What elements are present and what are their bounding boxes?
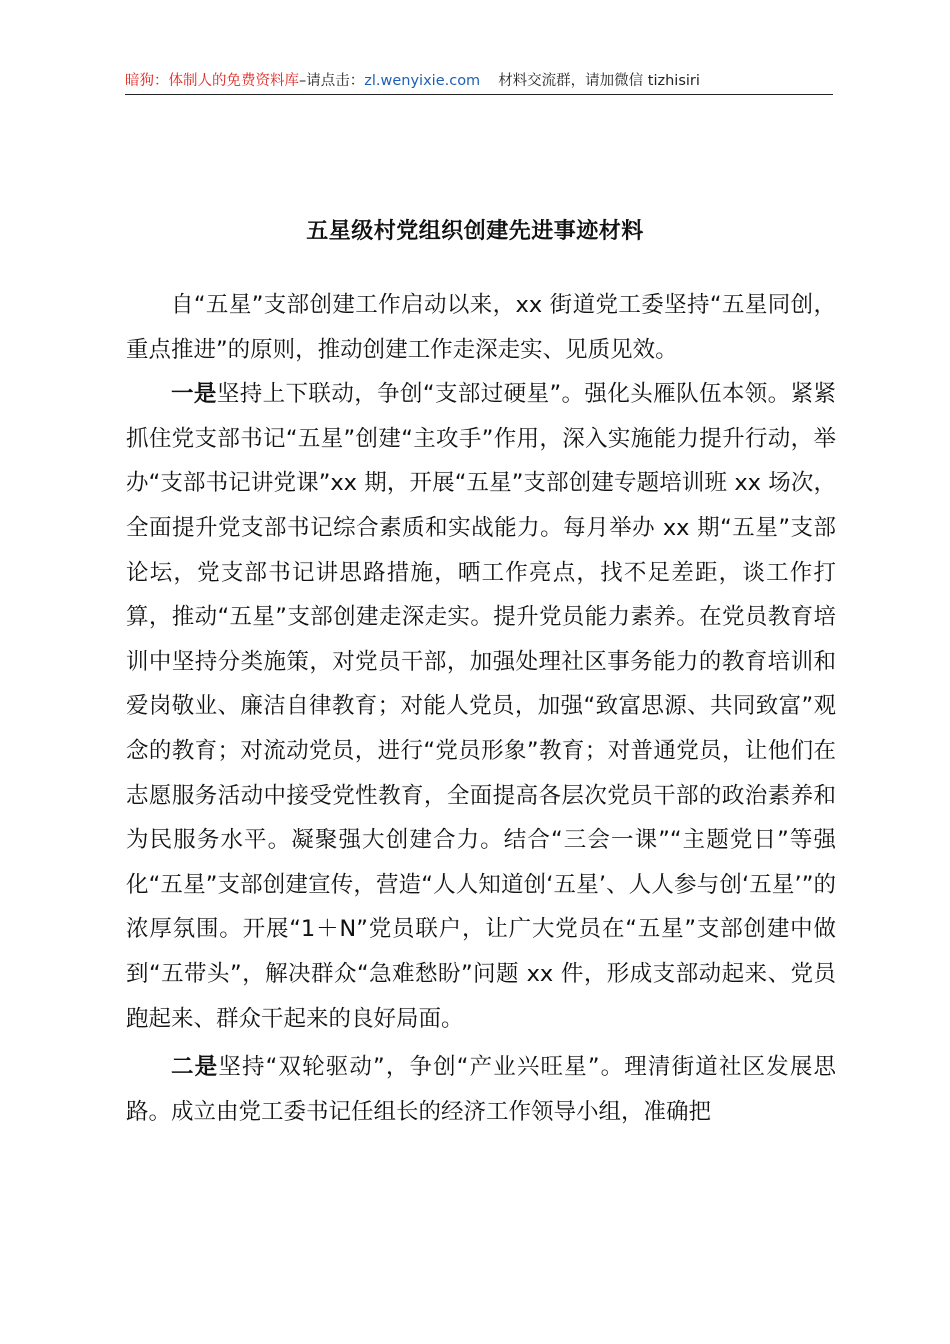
click-prompt: –请点击： — [299, 73, 365, 89]
section-two-paragraph — [126, 1045, 836, 1134]
section-one-paragraph — [126, 372, 836, 1041]
section-one-lead: 一是 — [171, 381, 217, 408]
site-label: 暗狗：体制人的免费资料库 — [125, 73, 299, 89]
section-two-text: 坚持“双轮驱动”，争创“产业兴旺星”。理清街道社区发展思路。成立由党工委书记任组长的经济工作领导小组，准确把 — [126, 1054, 836, 1125]
intro-paragraph: 自“五星”支部创建工作启动以来，xx 街道党工委坚持“五星同创，重点推进”的原则，推动创建工作走深走实、见质见效。 — [126, 292, 836, 363]
page-header — [125, 68, 833, 95]
section-two-lead: 二是 — [171, 1054, 219, 1081]
document-body — [126, 283, 836, 1134]
document-title: 五星级村党组织创建先进事迹材料 — [306, 219, 644, 244]
section-one-text: 坚持上下联动，争创“支部过硬星”。强化头雁队伍本领。紧紧抓住党支部书记“五星”创建“主攻手”作用，深入实施能力提升行动，举办“支部书记讲党课”xx 期，开展“五星”支部创建专题培训班 xx 场次，全面提升党支部书记综合素质和实战能力。每月举办 xx 期“五星”支部论坛，党支部书记讲思路措施，晒工作亮点，找不足差距，谈工作打算，推动“五星”支部创建走深走实。提升党员能力素养。在党员教育培训中坚持分类施策，对党员干部，加强处理社区事务能力的教育培训和爱岗敬业、廉洁自律教育；对能人党员，加强“致富思源、共同致富”观念的教育；对流动党员，进行“党员形象”教育；对普通党员，让他们在志愿服务活动中接受党性教育，全面提高各层次党员干部的政治素养和为民服务水平。凝聚强大创建合力。结合“三会一课”“主题党日”等强化“五星”支部创建宣传，营造“人人知道创‘五星’、人人参与创‘五星’”的浓厚氛围。开展“1＋N”党员联户，让广大党员在“五星”支部创建中做到“五带头”，解决群众“急难愁盼”问题 xx 件，形成支部动起来、党员跑起来、群众干起来的良好局面。 — [126, 381, 836, 1032]
wechat-note: 材料交流群，请加微信 tizhisiri — [498, 73, 700, 89]
site-url-link[interactable]: zl.wenyixie.com — [364, 73, 481, 89]
